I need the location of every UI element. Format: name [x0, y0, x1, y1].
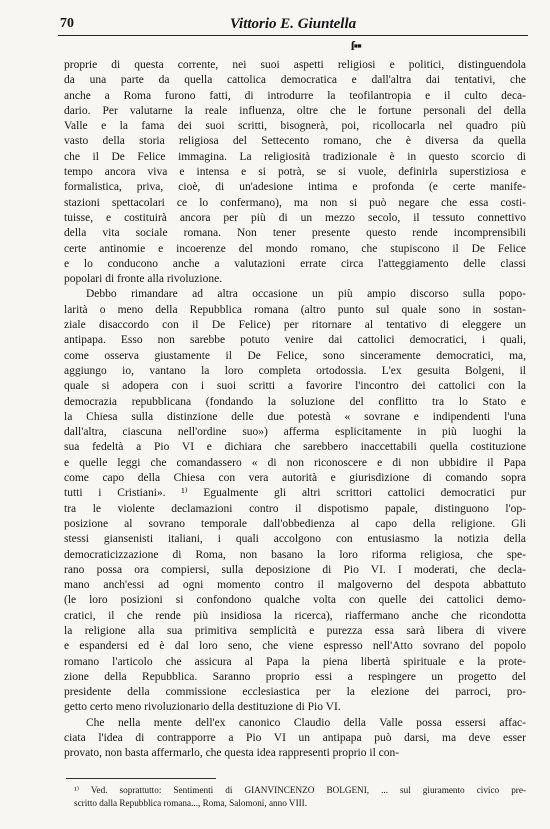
text-line: (le loro posizioni si confondono qualche volta con quelle dei cattolici demo- [64, 594, 526, 607]
page-number: 70 [60, 16, 74, 31]
text-line: formalistica, priva, cioè, di un'adesione intima e profonda (e certe manife- [64, 181, 526, 194]
text-line: e quelle leggi che comandassero « di non riconoscere e di non ubbidire il Papa [64, 456, 526, 469]
footnote [74, 784, 526, 809]
text-line: ziale disaccordo con il De Felice) per ritornare al tentativo di eleggere un [64, 319, 526, 332]
text-line: mano anch'essi ad ogni momento contro il malgoverno del despota abbattuto [64, 579, 526, 592]
body-text [64, 58, 526, 762]
text-line: rano possa ora compiersi, sulla deposizione di Pio VI. I moderati, che decla- [64, 563, 526, 576]
text-line: che il De Felice immagina. La religiosità tradizionale è in questo scorcio di [64, 150, 526, 163]
header-rule [58, 35, 528, 36]
text-line: zione della Repubblica. Saranno proprio essi a respingere un progetto del [64, 670, 526, 683]
text-line: tempo ancora viva e intensa e si potrà, se si vuole, definirla superstiziosa e [64, 166, 526, 179]
text-line: ciata l'idea di contrapporre a Pio VI un antipapa può darsi, ma deve esser [64, 732, 526, 745]
text-line: posizione al sovrano temporale dall'obbedienza al capo della religione. Gli [64, 517, 526, 530]
text-line: la religione alla sua primitiva semplicità e purezza essa sarà libera di vivere [64, 624, 526, 637]
text-line: Valle e la fama dei suoi scritti, bisognerà, poi, ricollocarla nel quadro più [64, 120, 526, 133]
text-line: dario. Per valutarne la reale influenza, oltre che le fortune personali del della [64, 104, 526, 117]
text-line: stessi giansenisti italiani, i quali accolgono con entusiasmo la notizia della [64, 533, 526, 546]
text-line: larità o meno della Repubblica romana (altro punto sul quale sono in sostan- [64, 303, 526, 316]
running-head: Vittorio E. Giuntella [229, 16, 357, 32]
footnote-rule [66, 778, 216, 779]
text-line: tuisse, e costituirà ancora per più di un mezzo secolo, il tessuto connettivo [64, 211, 526, 224]
text-line: dall'altra, ciascuna nell'ordine suo») afferma esplicitamente in più luoghi la [64, 426, 526, 439]
text-line: come osserva giustamente il De Felice, sono sinceramente democratici, ma, [64, 349, 526, 362]
text-line: vasto della storia religiosa del Settecento romano, che è diversa da quella [64, 135, 526, 148]
text-line: sua fedeltà a Pio VI e dichiara che sarebbero inaccettabili quella costituzione [64, 441, 526, 454]
text-line: anche a Roma furono fatti, di introdurre la teofilantropia e il culto deca- [64, 89, 526, 102]
page-header [60, 12, 526, 36]
text-line: getto certo meno rivoluzionario della destituzione di Pio VI. [64, 701, 341, 714]
text-line: aggiungo io, vantano la loro completa ortodossia. L'ex gesuita Bolgeni, il [64, 364, 526, 377]
text-line: tutti i Cristiani». ¹⁾ Egualmente gli altri scrittori cattolici democratici pur [64, 487, 526, 500]
text-line: cratici, il che rende più insidiosa la ricerca), riaffermano anche che ricondotta [64, 609, 526, 622]
text-line: democrazia repubblicana (fondando la soluzione del conflitto tra lo Stato e [64, 395, 526, 408]
text-line: la Chiesa sulla distinzione delle due potestà « sovrane e indipendenti l'una [64, 410, 526, 423]
text-line: quale si adopera con i suoi scritti a favorire l'incontro dei cattolici con la [64, 380, 526, 393]
text-line: popolari di fronte alla rivoluzione. [64, 273, 223, 286]
text-line: e espandersi ed è dal loro seno, che viene espresso nell'Atto sovrano del popolo [64, 640, 526, 653]
footnote-line: ¹⁾ Ved. soprattutto: Sentimenti di GIANVINCENZO BOLGENI, ... sul giuramento civico pre- [74, 785, 526, 795]
text-line: antipapa. Esso non sarebbe potuto venire dai cattolici democratici, i quali, [64, 334, 526, 347]
text-line: presidente della commissione ecclesiastica per la elezione dei parroci, pro- [64, 686, 526, 699]
text-line: e lo conducono anche a valutazioni errate circa l'atteggiamento delle classi [64, 257, 526, 270]
text-line: stazioni spettacolari ce lo confermano), ma non si può negare che essa costi- [64, 196, 526, 209]
text-line: democraticizzazione di Roma, non basano la loro riforma religiosa, che spe- [64, 548, 526, 561]
text-line: certe antinomie e incoerenze del mondo romano, che stupiscono il De Felice [64, 242, 526, 255]
text-line: come capo della Chiesa con vera autorità e giurisdizione di comando sopra [64, 472, 526, 485]
text-line: tra le violente declamazioni contro il dispotismo papale, distinguono l'op- [64, 502, 526, 515]
text-line: Debbo rimandare ad altra occasione un più ampio discorso sulla popo- [86, 288, 526, 301]
printer-mark: ſ▪▪ [351, 38, 361, 53]
text-line: della vita sociale romana. Non tener presente questo rende incomprensibili [64, 227, 526, 240]
text-line: da una parte da quella cattolica democratica e dall'altra dai tentativi, che [64, 74, 526, 87]
text-line: provato, non basta affermarlo, che questa idea rappresenti proprio il con- [64, 747, 400, 760]
text-line: romano l'articolo che assicura al Papa la piena libertà spirituale e la prote- [64, 655, 526, 668]
text-line: proprie di questa corrente, nei suoi aspetti religiosi e politici, distinguendola [64, 59, 526, 71]
text-line: Che nella mente dell'ex canonico Claudio della Valle possa essersi affac- [86, 716, 526, 729]
footnote-line: scritto dalla Repubblica romana..., Roma, Salomoni, anno VIII. [74, 797, 308, 808]
